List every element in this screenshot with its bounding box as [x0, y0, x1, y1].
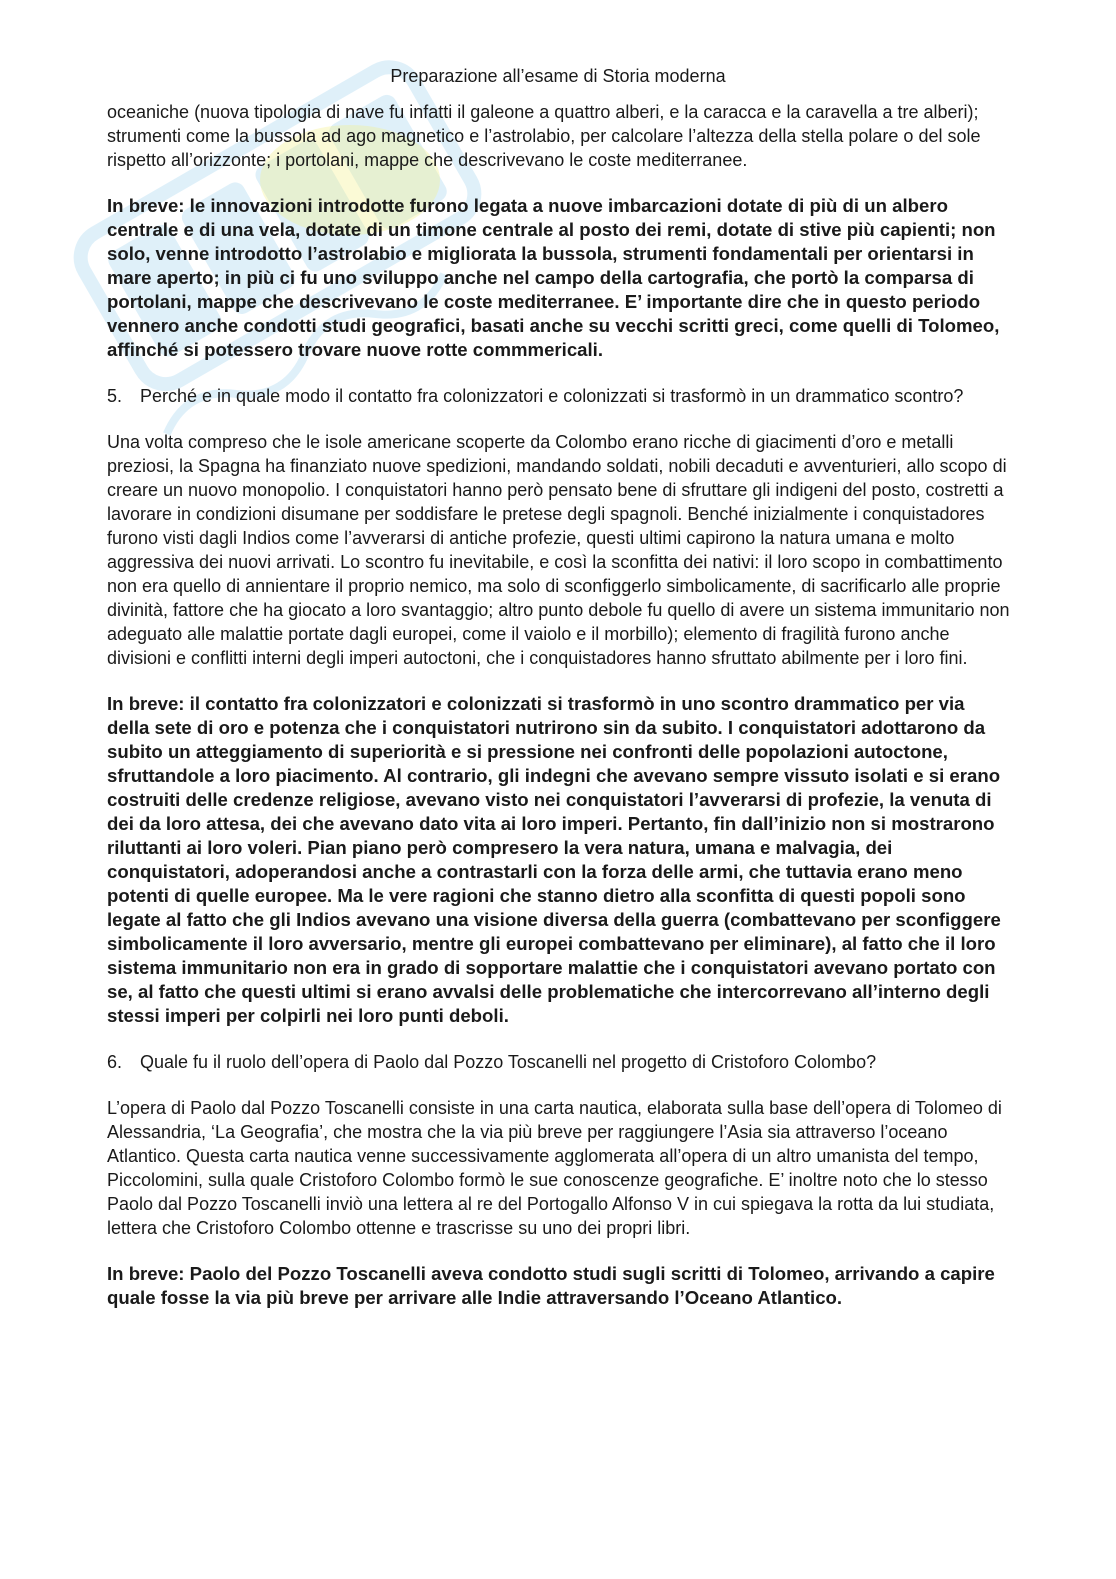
question-5: [107, 384, 1010, 408]
question-number: 5.: [107, 386, 123, 406]
question-number: 6.: [107, 1052, 123, 1072]
question-6: [107, 1050, 1010, 1074]
answer-5: Una volta compreso che le isole americane scoperte da Colombo erano ricche di giacimenti d’oro e metalli preziosi, la Spagna ha finanziato nuove spedizioni, mandando soldati, nobili decaduti e avventurieri, allo scopo di creare un nuovo monopolio. I conquistatori hanno però pensato bene di sfruttare gli indigeni del posto, costretti a lavorare in condizioni disumane per soddisfare le pretese degli spagnoli. Benché inizialmente i conquistadores furono visti dagli Indios come l’avverarsi di antiche profezie, questi ultimi capirono la natura umana e molto aggressiva dei nuovi arrivati. Lo scontro fu inevitabile, e così la sconfitta dei nativi: il loro scopo in combattimento non era quello di annientare il proprio nemico, ma solo di sconfiggerlo simbolicamente, di sacrificarlo alle proprie divinità, fattore che ha giocato a loro svantaggio; altro punto debole fu quello di avere un sistema immunitario non adeguato alle malattie portate dagli europei, come il vaiolo e il morbillo); elemento di fragilità furono anche divisioni e conflitti interni degli imperi autoctoni, che i conquistadores hanno sfruttato abilmente per i loro fini.: [107, 432, 1010, 668]
page-header: Preparazione all’esame di Storia moderna: [390, 66, 726, 86]
paragraph-navigation-tools: oceaniche (nuova tipologia di nave fu infatti il galeone a quattro alberi, e la caracca e la caravella a tre alberi); strumenti come la bussola ad ago magnetico e l’astrolabio, per calcolare l’altezza della stella polare o del sole rispetto all’orizzonte; i portolani, mappe che descrivevano le coste mediterranee.: [107, 102, 981, 170]
question-text: Perché e in quale modo il contatto fra colonizzatori e colonizzati si trasformò in un drammatico scontro?: [140, 386, 964, 406]
document-body: [107, 100, 1010, 1310]
question-text: Quale fu il ruolo dell’opera di Paolo dal Pozzo Toscanelli nel progetto di Cristoforo Colombo?: [140, 1052, 877, 1072]
summary-answer-5: In breve: il contatto fra colonizzatori e colonizzati si trasformò in uno scontro drammatico per via della sete di oro e potenza che i conquistatori nutrirono sin da subito. I conquistatori adottarono da subito un atteggiamento di superiorità e si pressione nei confronti delle popolazioni autoctone, sfruttandole a loro piacimento. Al contrario, gli indegni che avevano sempre vissuto isolati e si erano costruiti delle credenze religiose, avevano visto nei conquistatori l’avverarsi di profezie, la venuta di dei da loro attesa, dei che avevano dato vita ai loro imperi. Pertanto, fin dall’inizio non si mostrarono riluttanti ai loro voleri. Pian piano però compresero la vera natura, umana e malvagia, dei conquistatori, adoperandosi anche a contrastarli con la forza delle armi, che tuttavia erano meno potenti di quelle europee. Ma le vere ragioni che stanno dietro alla sconfitta di questi popoli sono legate al fatto che gli Indios avevano una visione diversa della guerra (combattevano per sconfiggere simbolicamente il loro avversario, mentre gli europei combattevano per eliminare), al fatto che il loro sistema immunitario non era in grado di sopportare malattie che i conquistatori avevano portato con se, al fatto che questi ultimi si erano avvalsi delle problematiche che intercorrevano all’interno degli stessi imperi per colpirli nei loro punti deboli.: [107, 693, 1001, 1026]
answer-6: L’opera di Paolo dal Pozzo Toscanelli consiste in una carta nautica, elaborata sulla base dell’opera di Tolomeo di Alessandria, ‘La Geografia’, che mostra che la via più breve per raggiungere l’Asia sia attraverso l’oceano Atlantico. Questa carta nautica venne successivamente agglomerata all’opera di un altro umanista del tempo, Piccolomini, sulla quale Cristoforo Colombo formò le sue conoscenze geografiche. E’ inoltre noto che lo stesso Paolo dal Pozzo Toscanelli inviò una lettera al re del Portogallo Alfonso V in cui spiegava la rotta da lui studiata, lettera che Cristoforo Colombo ottenne e trascrisse su uno dei propri libri.: [107, 1098, 1002, 1238]
summary-answer-6: In breve: Paolo del Pozzo Toscanelli aveva condotto studi sugli scritti di Tolomeo, arrivando a capire quale fosse la via più breve per arrivare alle Indie attraversando l’Oceano Atlantico.: [107, 1263, 995, 1308]
summary-innovations: In breve: le innovazioni introdotte furono legata a nuove imbarcazioni dotate di più di un albero centrale e di una vela, dotate di un timone centrale al posto dei remi, dotate di stive più capienti; non solo, venne introdotto l’astrolabio e migliorata la bussola, strumenti fondamentali per orientarsi in mare aperto; in più ci fu uno sviluppo anche nel campo della cartografia, che portò la comparsa di portolani, mappe che descrivevano le coste mediterranee. E’ importante dire che in questo periodo vennero anche condotti studi geografici, basati anche su vecchi scritti greci, come quelli di Tolomeo, affinché si potessero trovare nuove rotte commmericali.: [107, 195, 1000, 360]
